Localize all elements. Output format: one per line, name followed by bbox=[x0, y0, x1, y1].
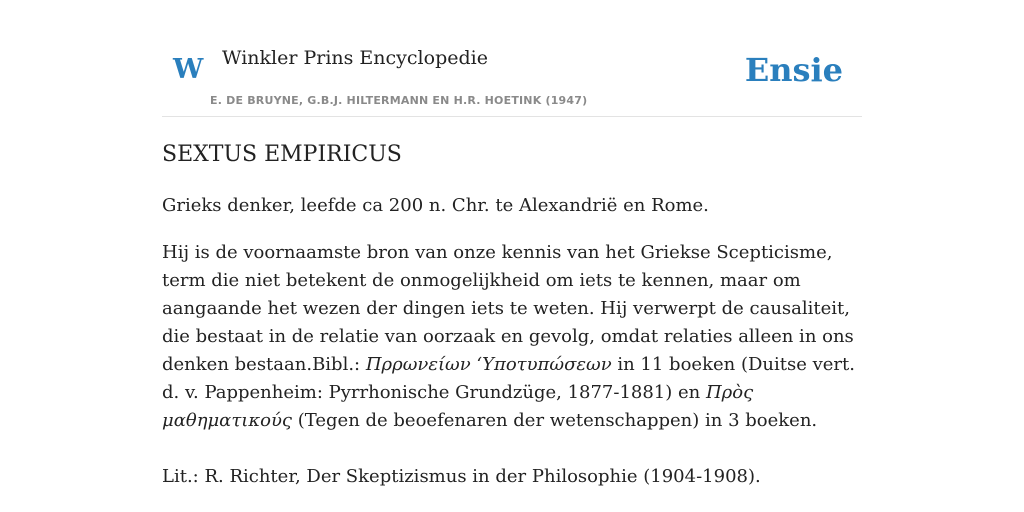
body-text-1: Hij is de voornaamste bron van onze kennis van het Griekse Scepticisme, term die niet betekent de onmogelijkheid om iets te kennen, maar om aangaande het wezen der dingen iets te weten. Hij verwerpt de causaliteit, die bestaat in de relatie van oorzaak en gevolg, omdat relaties alleen in ons denken bestaan.Bibl.: bbox=[162, 242, 854, 375]
winkler-prins-logo[interactable]: W bbox=[173, 54, 204, 85]
greek-title-1: Πρρωνείων ‘Υποτυπώσεων bbox=[365, 354, 612, 375]
page-container bbox=[162, 0, 862, 117]
source-header bbox=[162, 0, 862, 117]
article-lead: Grieks denker, leefde ca 200 n. Chr. te Alexandrië en Rome. bbox=[162, 195, 709, 216]
article-title: SEXTUS EMPIRICUS bbox=[162, 142, 402, 167]
article-body bbox=[162, 239, 862, 435]
ensie-logo[interactable]: Ensie bbox=[744, 51, 843, 89]
body-text-3: (Tegen de beoefenaren der wetenschappen) in 3 boeken. bbox=[292, 410, 818, 431]
greek-title-2: Πρὸς μαθηματικούς bbox=[162, 382, 754, 431]
publication-title[interactable]: Winkler Prins Encyclopedie bbox=[222, 47, 488, 69]
literature-reference: Lit.: R. Richter, Der Skeptizismus in der Philosophie (1904-1908). bbox=[162, 466, 761, 487]
body-text-2: in 11 boeken (Duitse vert. d. v. Pappenheim: Pyrrhonische Grundzüge, 1877-1881) en bbox=[162, 354, 855, 403]
publication-authors: E. DE BRUYNE, G.B.J. HILTERMANN EN H.R. HOETINK (1947) bbox=[210, 94, 588, 107]
